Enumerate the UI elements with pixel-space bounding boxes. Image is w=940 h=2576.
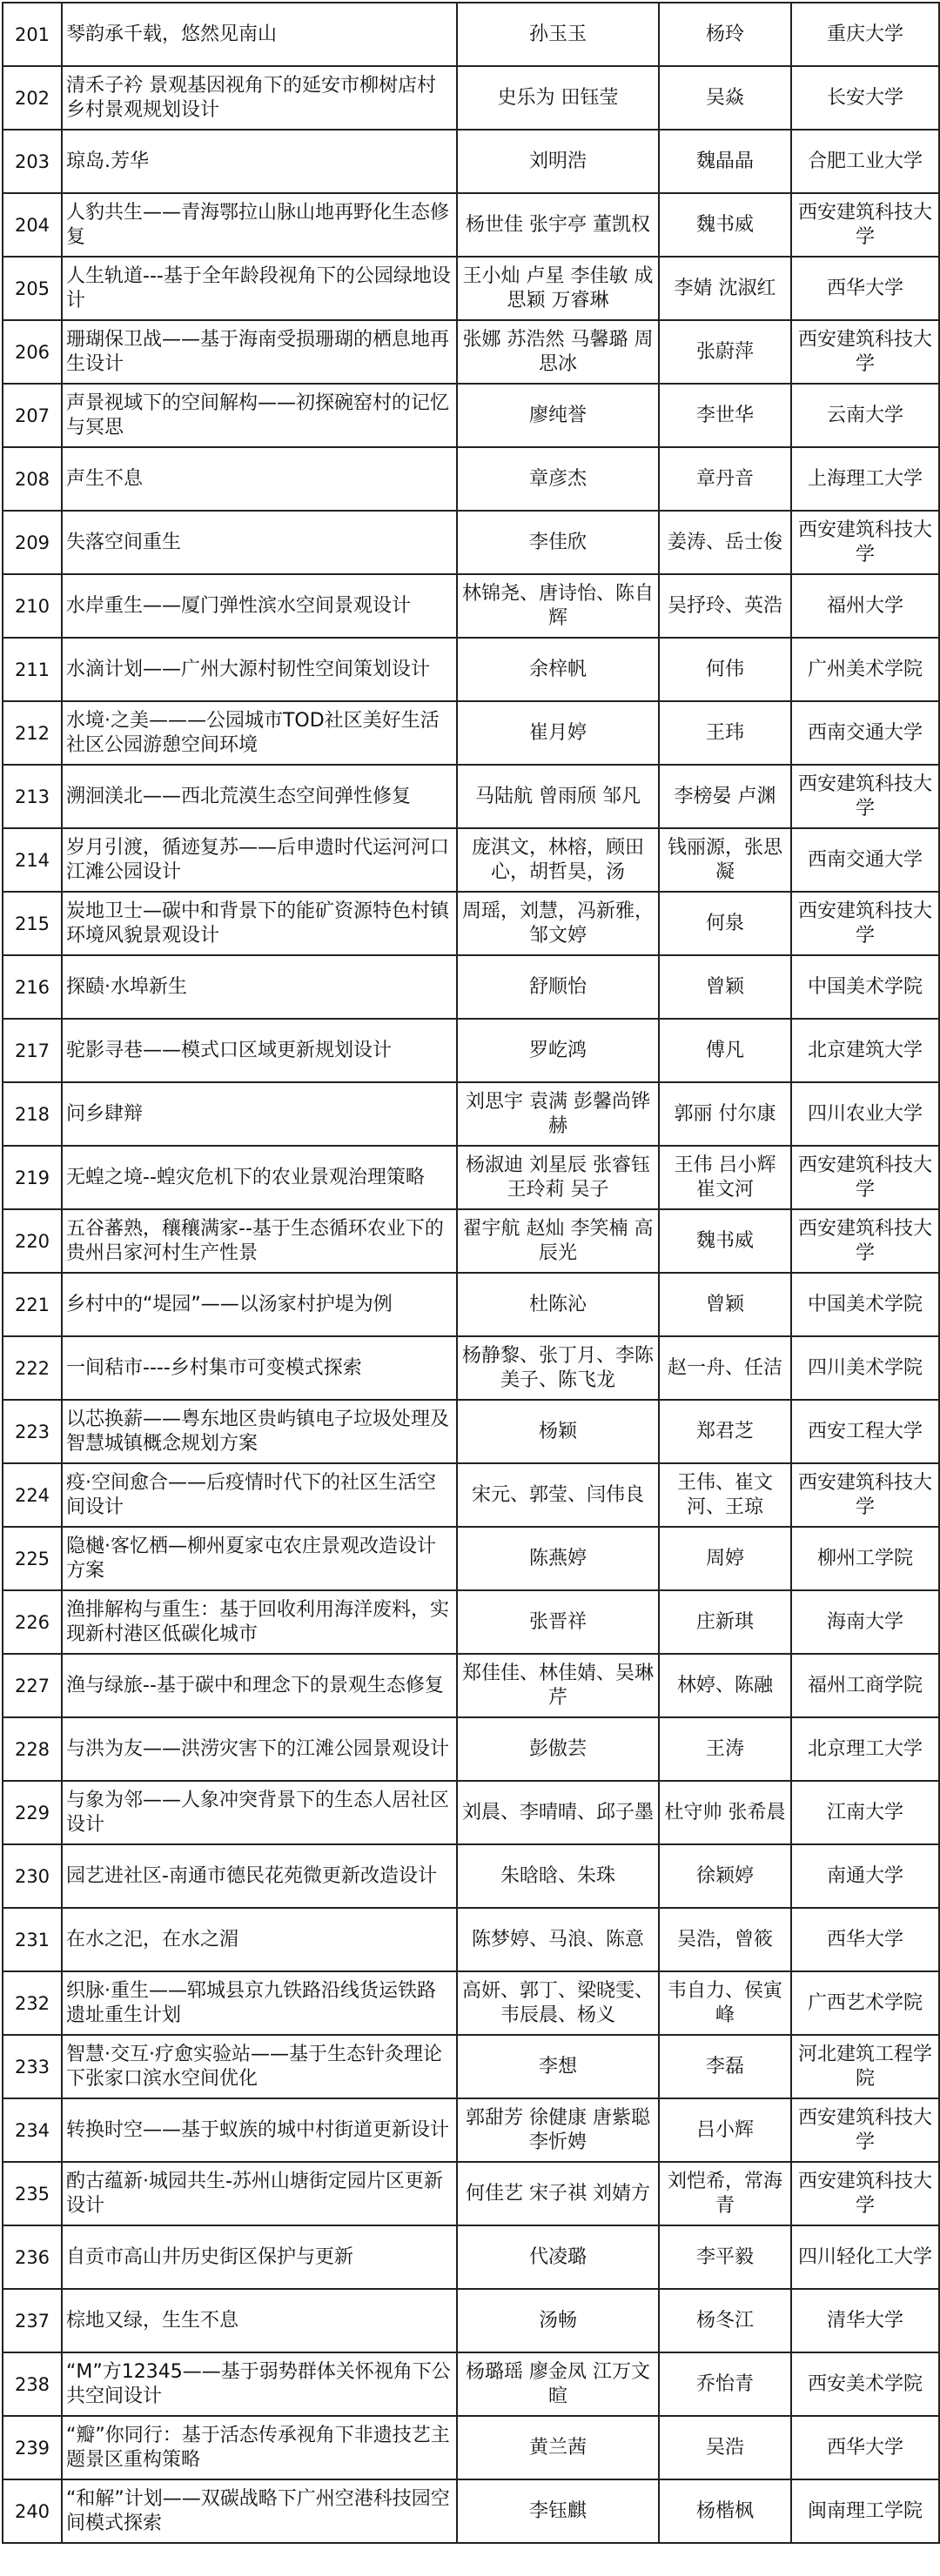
advisor-cell: 杨玲: [659, 3, 791, 66]
advisor-cell: 徐颖婷: [659, 1844, 791, 1908]
advisor-cell: 王涛: [659, 1717, 791, 1781]
advisor-cell: 郑君芝: [659, 1400, 791, 1463]
school-cell: 西安建筑科技大学: [791, 511, 939, 574]
authors-cell: 杨璐瑶 廖金凤 江万文暄: [457, 2352, 659, 2416]
school-cell: 河北建筑工程学院: [791, 2035, 939, 2098]
advisor-cell: 李磊: [659, 2035, 791, 2098]
authors-cell: 刘思宇 袁满 彭馨尚铧赫: [457, 1082, 659, 1146]
authors-cell: 何佳艺 宋子祺 刘婧方: [457, 2162, 659, 2225]
school-cell: 西安建筑科技大学: [791, 892, 939, 955]
table-row: [3, 1336, 939, 1400]
table-row: [3, 1844, 939, 1908]
authors-cell: 朱晗晗、朱珠: [457, 1844, 659, 1908]
row-number: 239: [3, 2416, 62, 2479]
advisor-cell: 王伟、崔文河、王琼: [659, 1463, 791, 1527]
school-cell: 北京建筑大学: [791, 1019, 939, 1082]
project-title: 以芯换薪——粤东地区贵屿镇电子垃圾处理及智慧城镇概念规划方案: [62, 1400, 457, 1463]
advisor-cell: 何泉: [659, 892, 791, 955]
table-row: [3, 2098, 939, 2162]
table-row: [3, 257, 939, 320]
row-number: 231: [3, 1908, 62, 1971]
table-row: [3, 1082, 939, 1146]
advisor-cell: 吴抒玲、英浩: [659, 574, 791, 638]
authors-cell: 高妍、郭丁、梁晓雯、韦辰晨、杨义: [457, 1971, 659, 2035]
advisor-cell: 林婷、陈融: [659, 1654, 791, 1717]
advisor-cell: 章丹音: [659, 447, 791, 511]
table-row: [3, 2035, 939, 2098]
school-cell: 福州工商学院: [791, 1654, 939, 1717]
advisor-cell: 杨冬江: [659, 2289, 791, 2352]
row-number: 217: [3, 1019, 62, 1082]
table-row: [3, 828, 939, 892]
project-title: 珊瑚保卫战——基于海南受损珊瑚的栖息地再生设计: [62, 320, 457, 384]
school-cell: 广州美术学院: [791, 638, 939, 701]
table-row: [3, 955, 939, 1019]
school-cell: 西华大学: [791, 1908, 939, 1971]
authors-cell: 李想: [457, 2035, 659, 2098]
project-title: 人生轨道---基于全年龄段视角下的公园绿地设计: [62, 257, 457, 320]
project-title: 与象为邻——人象冲突背景下的生态人居社区设计: [62, 1781, 457, 1844]
row-number: 236: [3, 2225, 62, 2289]
project-title: “和解”计划——双碳战略下广州空港科技园空间模式探索: [62, 2479, 457, 2543]
table-row: [3, 1717, 939, 1781]
school-cell: 西安建筑科技大学: [791, 320, 939, 384]
table-row: [3, 384, 939, 447]
table-row: [3, 1971, 939, 2035]
school-cell: 合肥工业大学: [791, 130, 939, 193]
project-title: 探赜·水埠新生: [62, 955, 457, 1019]
project-title: “瓣”你同行：基于活态传承视角下非遗技艺主题景区重构策略: [62, 2416, 457, 2479]
project-title: 水滴计划——广州大源村韧性空间策划设计: [62, 638, 457, 701]
authors-cell: 张晋祥: [457, 1590, 659, 1654]
table-row: [3, 2479, 939, 2543]
authors-cell: 汤畅: [457, 2289, 659, 2352]
authors-cell: 王小灿 卢星 李佳敏 成思颖 万睿琳: [457, 257, 659, 320]
advisor-cell: 魏晶晶: [659, 130, 791, 193]
advisor-cell: 张蔚萍: [659, 320, 791, 384]
school-cell: 西安建筑科技大学: [791, 2098, 939, 2162]
authors-cell: 杨静黎、张丁月、李陈美子、陈飞龙: [457, 1336, 659, 1400]
authors-cell: 张娜 苏浩然 马馨璐 周思冰: [457, 320, 659, 384]
table-row: [3, 511, 939, 574]
authors-cell: 李钰麒: [457, 2479, 659, 2543]
project-title: 琴韵承千载，悠然见南山: [62, 3, 457, 66]
school-cell: 西安建筑科技大学: [791, 1463, 939, 1527]
row-number: 213: [3, 765, 62, 828]
table-row: [3, 193, 939, 257]
row-number: 216: [3, 955, 62, 1019]
school-cell: 长安大学: [791, 66, 939, 130]
row-number: 223: [3, 1400, 62, 1463]
table-row: [3, 2289, 939, 2352]
table-row: [3, 447, 939, 511]
project-title: 声生不息: [62, 447, 457, 511]
school-cell: 西南交通大学: [791, 828, 939, 892]
project-title: 园艺进社区-南通市德民花苑微更新改造设计: [62, 1844, 457, 1908]
school-cell: 西安美术学院: [791, 2352, 939, 2416]
table-row: [3, 1273, 939, 1336]
school-cell: 西华大学: [791, 257, 939, 320]
row-number: 232: [3, 1971, 62, 2035]
project-title: 清禾子衿 景观基因视角下的延安市柳树店村乡村景观规划设计: [62, 66, 457, 130]
authors-cell: 崔月婷: [457, 701, 659, 765]
advisor-cell: 乔怡青: [659, 2352, 791, 2416]
authors-cell: 马陆航 曾雨颀 邹凡: [457, 765, 659, 828]
row-number: 210: [3, 574, 62, 638]
authors-cell: 翟宇航 赵灿 李笑楠 高辰光: [457, 1209, 659, 1273]
advisor-cell: 赵一舟、任洁: [659, 1336, 791, 1400]
school-cell: 南通大学: [791, 1844, 939, 1908]
authors-cell: 宋元、郭莹、闫伟良: [457, 1463, 659, 1527]
table-row: [3, 1463, 939, 1527]
school-cell: 西南交通大学: [791, 701, 939, 765]
row-number: 219: [3, 1146, 62, 1209]
table-row: [3, 2162, 939, 2225]
project-title: 炭地卫士—碳中和背景下的能矿资源特色村镇环境风貌景观设计: [62, 892, 457, 955]
row-number: 218: [3, 1082, 62, 1146]
school-cell: 西安建筑科技大学: [791, 1209, 939, 1273]
authors-cell: 庞淇文，林榕，顾田心，胡哲昊，汤: [457, 828, 659, 892]
project-title: 问乡肆辩: [62, 1082, 457, 1146]
authors-cell: 舒顺怡: [457, 955, 659, 1019]
project-title: 水境·之美———公园城市TOD社区美好生活社区公园游憩空间环境: [62, 701, 457, 765]
authors-cell: 廖纯誉: [457, 384, 659, 447]
row-number: 233: [3, 2035, 62, 2098]
table-row: [3, 892, 939, 955]
school-cell: 闽南理工学院: [791, 2479, 939, 2543]
school-cell: 西安建筑科技大学: [791, 193, 939, 257]
row-number: 234: [3, 2098, 62, 2162]
advisor-cell: 周婷: [659, 1527, 791, 1590]
advisor-cell: 吴浩: [659, 2416, 791, 2479]
school-cell: 四川美术学院: [791, 1336, 939, 1400]
project-title: 人豹共生——青海鄂拉山脉山地再野化生态修复: [62, 193, 457, 257]
table-row: [3, 1527, 939, 1590]
authors-cell: 史乐为 田钰莹: [457, 66, 659, 130]
table-row: [3, 3, 939, 66]
school-cell: 西华大学: [791, 2416, 939, 2479]
project-title: 声景视域下的空间解构——初探碗窑村的记忆与冥思: [62, 384, 457, 447]
authors-cell: 刘明浩: [457, 130, 659, 193]
table-row: [3, 1019, 939, 1082]
row-number: 226: [3, 1590, 62, 1654]
authors-cell: 章彦杰: [457, 447, 659, 511]
table-row: [3, 1908, 939, 1971]
project-title: 无蝗之境--蝗灾危机下的农业景观治理策略: [62, 1146, 457, 1209]
authors-cell: 陈梦婷、马浪、陈意: [457, 1908, 659, 1971]
row-number: 212: [3, 701, 62, 765]
row-number: 208: [3, 447, 62, 511]
school-cell: 西安建筑科技大学: [791, 2162, 939, 2225]
school-cell: 四川农业大学: [791, 1082, 939, 1146]
row-number: 215: [3, 892, 62, 955]
authors-cell: 彭傲芸: [457, 1717, 659, 1781]
school-cell: 北京理工大学: [791, 1717, 939, 1781]
project-title: 失落空间重生: [62, 511, 457, 574]
project-title: 转换时空——基于蚁族的城中村街道更新设计: [62, 2098, 457, 2162]
project-title: 溯洄渼北——西北荒漠生态空间弹性修复: [62, 765, 457, 828]
school-cell: 中国美术学院: [791, 1273, 939, 1336]
row-number: 206: [3, 320, 62, 384]
authors-cell: 代凌璐: [457, 2225, 659, 2289]
school-cell: 上海理工大学: [791, 447, 939, 511]
advisor-cell: 吴焱: [659, 66, 791, 130]
school-cell: 西安建筑科技大学: [791, 1146, 939, 1209]
advisor-cell: 王伟 吕小辉 崔文河: [659, 1146, 791, 1209]
advisor-cell: 刘恺希，常海青: [659, 2162, 791, 2225]
row-number: 205: [3, 257, 62, 320]
table-row: [3, 1400, 939, 1463]
project-title: 隐樾·客忆栖—柳州夏家屯农庄景观改造设计方案: [62, 1527, 457, 1590]
authors-cell: 杨世佳 张宇亭 董凯权: [457, 193, 659, 257]
authors-cell: 杨淑迪 刘星辰 张睿钰 王玲莉 吴子: [457, 1146, 659, 1209]
award-list-table: [2, 2, 940, 2544]
row-number: 228: [3, 1717, 62, 1781]
school-cell: 广西艺术学院: [791, 1971, 939, 2035]
project-title: 与洪为友——洪涝灾害下的江滩公园景观设计: [62, 1717, 457, 1781]
table-row: [3, 2352, 939, 2416]
advisor-cell: 何伟: [659, 638, 791, 701]
authors-cell: 刘晨、李晴晴、邱子墨: [457, 1781, 659, 1844]
row-number: 201: [3, 3, 62, 66]
advisor-cell: 庄新琪: [659, 1590, 791, 1654]
authors-cell: 郑佳佳、林佳婧、吴琳芹: [457, 1654, 659, 1717]
row-number: 230: [3, 1844, 62, 1908]
authors-cell: 郭甜芳 徐健康 唐紫聪 李忻娉: [457, 2098, 659, 2162]
project-title: 渔排解构与重生：基于回收利用海洋废料，实现新村港区低碳化城市: [62, 1590, 457, 1654]
table-row: [3, 701, 939, 765]
row-number: 204: [3, 193, 62, 257]
school-cell: 重庆大学: [791, 3, 939, 66]
advisor-cell: 姜涛、岳士俊: [659, 511, 791, 574]
project-title: 智慧·交互·疗愈实验站——基于生态针灸理论下张家口滨水空间优化: [62, 2035, 457, 2098]
advisor-cell: 傅凡: [659, 1019, 791, 1082]
table-row: [3, 1590, 939, 1654]
table-body: [3, 3, 939, 2543]
table-row: [3, 574, 939, 638]
table-row: [3, 1654, 939, 1717]
advisor-cell: 李世华: [659, 384, 791, 447]
advisor-cell: 曾颖: [659, 955, 791, 1019]
authors-cell: 余梓帆: [457, 638, 659, 701]
authors-cell: 杜陈沁: [457, 1273, 659, 1336]
table-row: [3, 2225, 939, 2289]
row-number: 225: [3, 1527, 62, 1590]
project-title: 水岸重生——厦门弹性滨水空间景观设计: [62, 574, 457, 638]
project-title: 棕地又绿，生生不息: [62, 2289, 457, 2352]
row-number: 224: [3, 1463, 62, 1527]
advisor-cell: 李榜晏 卢渊: [659, 765, 791, 828]
project-title: “M”方12345——基于弱势群体关怀视角下公共空间设计: [62, 2352, 457, 2416]
school-cell: 西安工程大学: [791, 1400, 939, 1463]
school-cell: 中国美术学院: [791, 955, 939, 1019]
school-cell: 江南大学: [791, 1781, 939, 1844]
authors-cell: 陈燕婷: [457, 1527, 659, 1590]
school-cell: 海南大学: [791, 1590, 939, 1654]
row-number: 221: [3, 1273, 62, 1336]
row-number: 214: [3, 828, 62, 892]
advisor-cell: 吴浩，曾筱: [659, 1908, 791, 1971]
row-number: 237: [3, 2289, 62, 2352]
project-title: 自贡市高山井历史街区保护与更新: [62, 2225, 457, 2289]
authors-cell: 杨颖: [457, 1400, 659, 1463]
project-title: 渔与绿旅--基于碳中和理念下的景观生态修复: [62, 1654, 457, 1717]
project-title: 酌古蕴新·城园共生-苏州山塘街定园片区更新设计: [62, 2162, 457, 2225]
row-number: 240: [3, 2479, 62, 2543]
table-row: [3, 2416, 939, 2479]
advisor-cell: 曾颖: [659, 1273, 791, 1336]
advisor-cell: 王玮: [659, 701, 791, 765]
table-row: [3, 320, 939, 384]
row-number: 238: [3, 2352, 62, 2416]
project-title: 岁月引渡，循迹复苏——后申遗时代运河河口江滩公园设计: [62, 828, 457, 892]
advisor-cell: 杜守帅 张希晨: [659, 1781, 791, 1844]
row-number: 220: [3, 1209, 62, 1273]
table-row: [3, 1781, 939, 1844]
school-cell: 云南大学: [791, 384, 939, 447]
advisor-cell: 魏书威: [659, 193, 791, 257]
row-number: 207: [3, 384, 62, 447]
advisor-cell: 韦自力、侯寅峰: [659, 1971, 791, 2035]
school-cell: 柳州工学院: [791, 1527, 939, 1590]
project-title: 琼岛.芳华: [62, 130, 457, 193]
authors-cell: 孙玉玉: [457, 3, 659, 66]
table-row: [3, 130, 939, 193]
row-number: 235: [3, 2162, 62, 2225]
project-title: 五谷蕃熟，穰穰满家--基于生态循环农业下的贵州吕家河村生产性景: [62, 1209, 457, 1273]
authors-cell: 黄兰茜: [457, 2416, 659, 2479]
table-row: [3, 1209, 939, 1273]
project-title: 在水之汜，在水之湄: [62, 1908, 457, 1971]
advisor-cell: 魏书威: [659, 1209, 791, 1273]
advisor-cell: 吕小辉: [659, 2098, 791, 2162]
advisor-cell: 钱丽源，张思凝: [659, 828, 791, 892]
authors-cell: 林锦尧、唐诗怡、陈自辉: [457, 574, 659, 638]
project-title: 疫·空间愈合——后疫情时代下的社区生活空间设计: [62, 1463, 457, 1527]
school-cell: 西安建筑科技大学: [791, 765, 939, 828]
row-number: 227: [3, 1654, 62, 1717]
project-title: 乡村中的“堤园”——以汤家村护堤为例: [62, 1273, 457, 1336]
authors-cell: 李佳欣: [457, 511, 659, 574]
authors-cell: 周瑶，刘慧，冯新雅，邹文婷: [457, 892, 659, 955]
advisor-cell: 李平毅: [659, 2225, 791, 2289]
table-row: [3, 638, 939, 701]
authors-cell: 罗屹鸿: [457, 1019, 659, 1082]
advisor-cell: 杨楷枫: [659, 2479, 791, 2543]
row-number: 222: [3, 1336, 62, 1400]
row-number: 229: [3, 1781, 62, 1844]
table-row: [3, 765, 939, 828]
row-number: 203: [3, 130, 62, 193]
row-number: 209: [3, 511, 62, 574]
school-cell: 清华大学: [791, 2289, 939, 2352]
school-cell: 四川轻化工大学: [791, 2225, 939, 2289]
project-title: 一间秸市----乡村集市可变模式探索: [62, 1336, 457, 1400]
school-cell: 福州大学: [791, 574, 939, 638]
table-row: [3, 66, 939, 130]
advisor-cell: 郭丽 付尔康: [659, 1082, 791, 1146]
table-row: [3, 1146, 939, 1209]
project-title: 驼影寻巷——模式口区域更新规划设计: [62, 1019, 457, 1082]
row-number: 211: [3, 638, 62, 701]
row-number: 202: [3, 66, 62, 130]
project-title: 织脉·重生——郓城县京九铁路沿线货运铁路遗址重生计划: [62, 1971, 457, 2035]
advisor-cell: 李婧 沈淑红: [659, 257, 791, 320]
